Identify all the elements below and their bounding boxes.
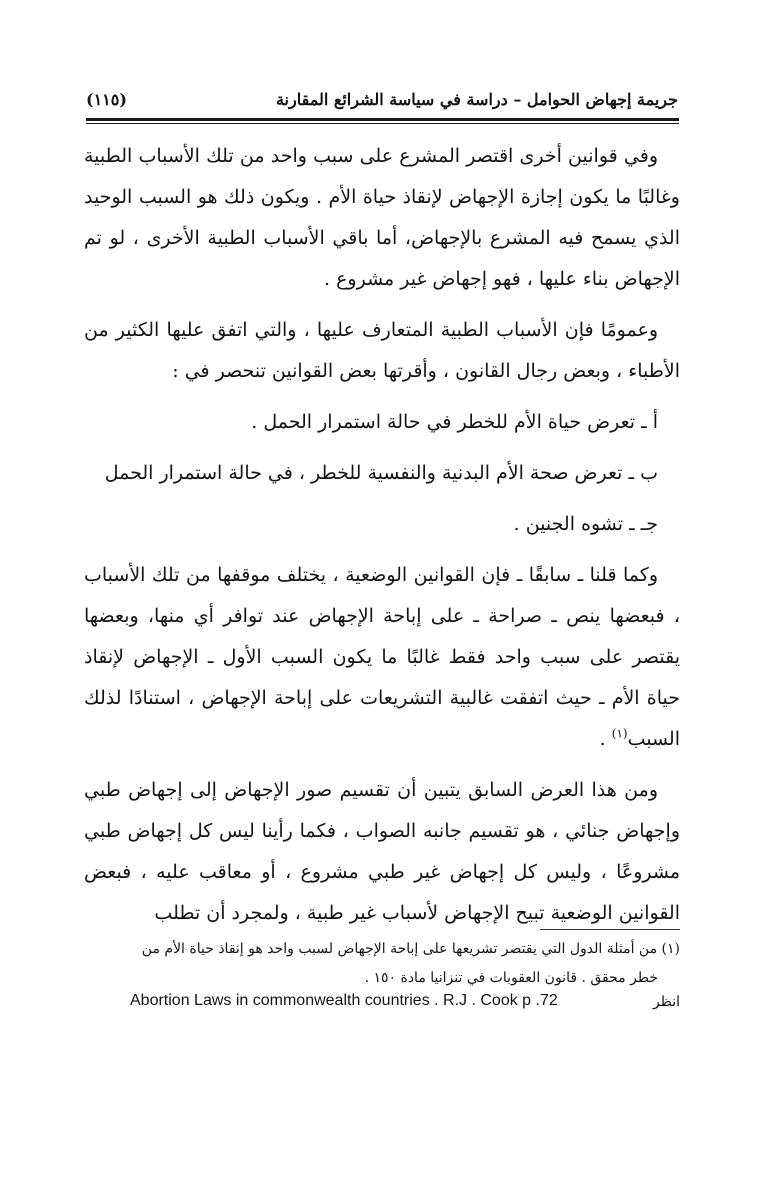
footnote-line-1: (١) من أمثلة الدول التي يقتصر تشريعها على إباحة الإجهاض لسبب واحد هو إنقاذ حياة الأم من xyxy=(141,941,680,957)
page-number: (١١٥) xyxy=(86,90,127,109)
header-rule-thick xyxy=(86,118,679,121)
paragraph-3-end: . xyxy=(599,728,612,750)
paragraph-1: وفي قوانين أخرى اقتصر المشرع على سبب واحد من تلك الأسباب الطبية وغالبًا ما يكون إجازة الإجهاض لإنقاذ حياة الأم . ويكون ذلك هو السبب الوحيد الذي يسمح فيه المشرع بالإجهاض، أما باقي الأسباب الطبية الأخرى ، لو تم الإجهاض بناء عليها ، فهو إجهاض غير مشروع . xyxy=(84,145,680,290)
footnote-separator xyxy=(540,929,680,930)
running-title: جريمة إجهاض الحوامل – دراسة في سياسة الشرائع المقارنة xyxy=(275,90,678,109)
header-rule-thin xyxy=(86,123,679,124)
paragraph-4: ومن هذا العرض السابق يتبين أن تقسيم صور الإجهاض إلى إجهاض طبي وإجهاض جنائي ، هو تقسيم جانبه الصواب ، فكما رأينا ليس كل إجهاض طبي مشروعًا ، وليس كل إجهاض غير طبي مشروع ، أو معاقب عليه ، فبعض القوانين الوضعية تبيح الإجهاض لأسباب غير طبية ، ولمجرد أن تطلب xyxy=(84,779,680,924)
paragraph-2: وعمومًا فإن الأسباب الطبية المتعارف عليها ، والتي اتفق عليها الكثير من الأطباء ، وبعض رجال القانون ، وأقرتها بعض القوانين تنحصر في : xyxy=(84,319,680,382)
list-item-c: جـ ـ تشوه الجنين . xyxy=(513,513,658,535)
paragraph-3-text: وكما قلنا ـ سابقًا ـ فإن القوانين الوضعية ، يختلف موقفها من تلك الأسباب ، فبعضها ينص ـ صراحة ـ على إباحة الإجهاض عند توافر أي منها، وبعضها يقتصر على سبب واحد فقط غالبًا ما يكون السبب الأول ـ الإجهاض لإنقاذ حياة الأم ـ حيث اتفقت غالبية التشريعات على إباحة الإجهاض ، استنادًا لذلك السبب xyxy=(84,564,680,750)
footnote-marker[interactable]: (١) xyxy=(611,726,628,741)
paragraph-3 xyxy=(84,555,680,760)
main-text xyxy=(84,136,680,934)
list-item-b: ب ـ تعرض صحة الأم البدنية والنفسية للخطر ، في حالة استمرار الحمل xyxy=(104,462,658,484)
footnote-line-2: خطر محقق . قانون العقوبات في تنزانيا مادة ١٥٠ . xyxy=(364,970,658,986)
footnote-reference xyxy=(84,992,680,1018)
list-item-a: أ ـ تعرض حياة الأم للخطر في حالة استمرار الحمل . xyxy=(251,411,658,433)
running-header xyxy=(86,86,678,114)
footnote-see-label: انظر xyxy=(653,994,680,1010)
footnote xyxy=(84,935,680,993)
footnote-citation: Abortion Laws in commonwealth countries . R.J . Cook p .72 xyxy=(130,992,558,1009)
